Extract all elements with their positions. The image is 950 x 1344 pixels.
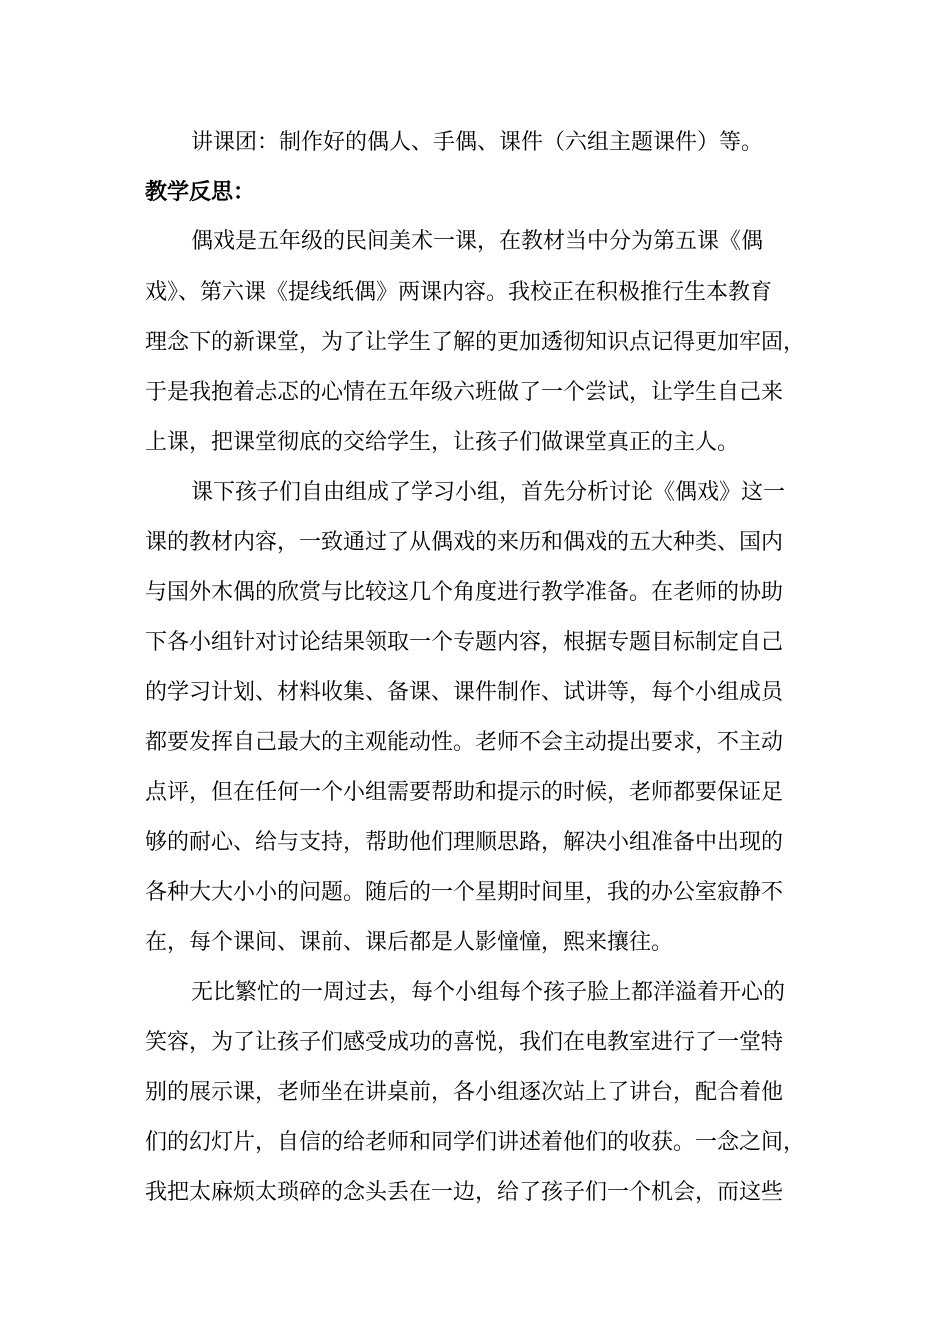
paragraph-line: 课下孩子们自由组成了学习小组，首先分析讨论《偶戏》这一 <box>191 480 786 505</box>
paragraph-line: 们的幻灯片，自信的给老师和同学们讲述着他们的收获。一念之间， <box>145 1130 806 1155</box>
paragraph-line: 够的耐心、给与支持，帮助他们理顺思路，解决小组准备中出现的 <box>145 830 784 855</box>
paragraph-line: 无比繁忙的一周过去，每个小组每个孩子脸上都洋溢着开心的 <box>191 980 786 1005</box>
paragraph-line: 在，每个课间、课前、课后都是人影憧憧，熙来攘往。 <box>145 930 674 955</box>
paragraph-line: 点评，但在任何一个小组需要帮助和提示的时候，老师都要保证足 <box>145 780 784 805</box>
paragraph-line: 上课，把课堂彻底的交给学生，让孩子们做课堂真正的主人。 <box>145 430 740 455</box>
paragraph-line: 理念下的新课堂，为了让学生了解的更加透彻知识点记得更加牢固， <box>145 330 806 355</box>
section-heading-reflection: 教学反思： <box>145 179 256 205</box>
paragraph-line: 课的教材内容，一致通过了从偶戏的来历和偶戏的五大种类、国内 <box>145 530 784 555</box>
paragraph-line: 的学习计划、材料收集、备课、课件制作、试讲等，每个小组成员 <box>145 680 784 705</box>
paragraph-line: 于是我抱着忐忑的心情在五年级六班做了一个尝试，让学生自己来 <box>145 380 784 405</box>
paragraph-line: 都要发挥自己最大的主观能动性。老师不会主动提出要求，不主动 <box>145 730 784 755</box>
paragraph-line: 戏》、第六课《提线纸偶》两课内容。我校正在积极推行生本教育 <box>145 280 773 305</box>
paragraph-line: 偶戏是五年级的民间美术一课，在教材当中分为第五课《偶 <box>191 229 764 254</box>
materials-line: 讲课团：制作好的偶人、手偶、课件（六组主题课件）等。 <box>191 130 764 155</box>
paragraph-line: 我把太麻烦太琐碎的念头丢在一边，给了孩子们一个机会，而这些 <box>145 1180 784 1205</box>
paragraph-line: 别的展示课，老师坐在讲桌前，各小组逐次站上了讲台，配合着他 <box>145 1080 784 1105</box>
paragraph-line: 笑容，为了让孩子们感受成功的喜悦，我们在电教室进行了一堂特 <box>145 1030 784 1055</box>
paragraph-line: 与国外木偶的欣赏与比较这几个角度进行教学准备。在老师的协助 <box>145 580 784 605</box>
paragraph-line: 下各小组针对讨论结果领取一个专题内容，根据专题目标制定自己 <box>145 630 784 655</box>
paragraph-line: 各种大大小小的问题。随后的一个星期时间里，我的办公室寂静不 <box>145 880 784 905</box>
